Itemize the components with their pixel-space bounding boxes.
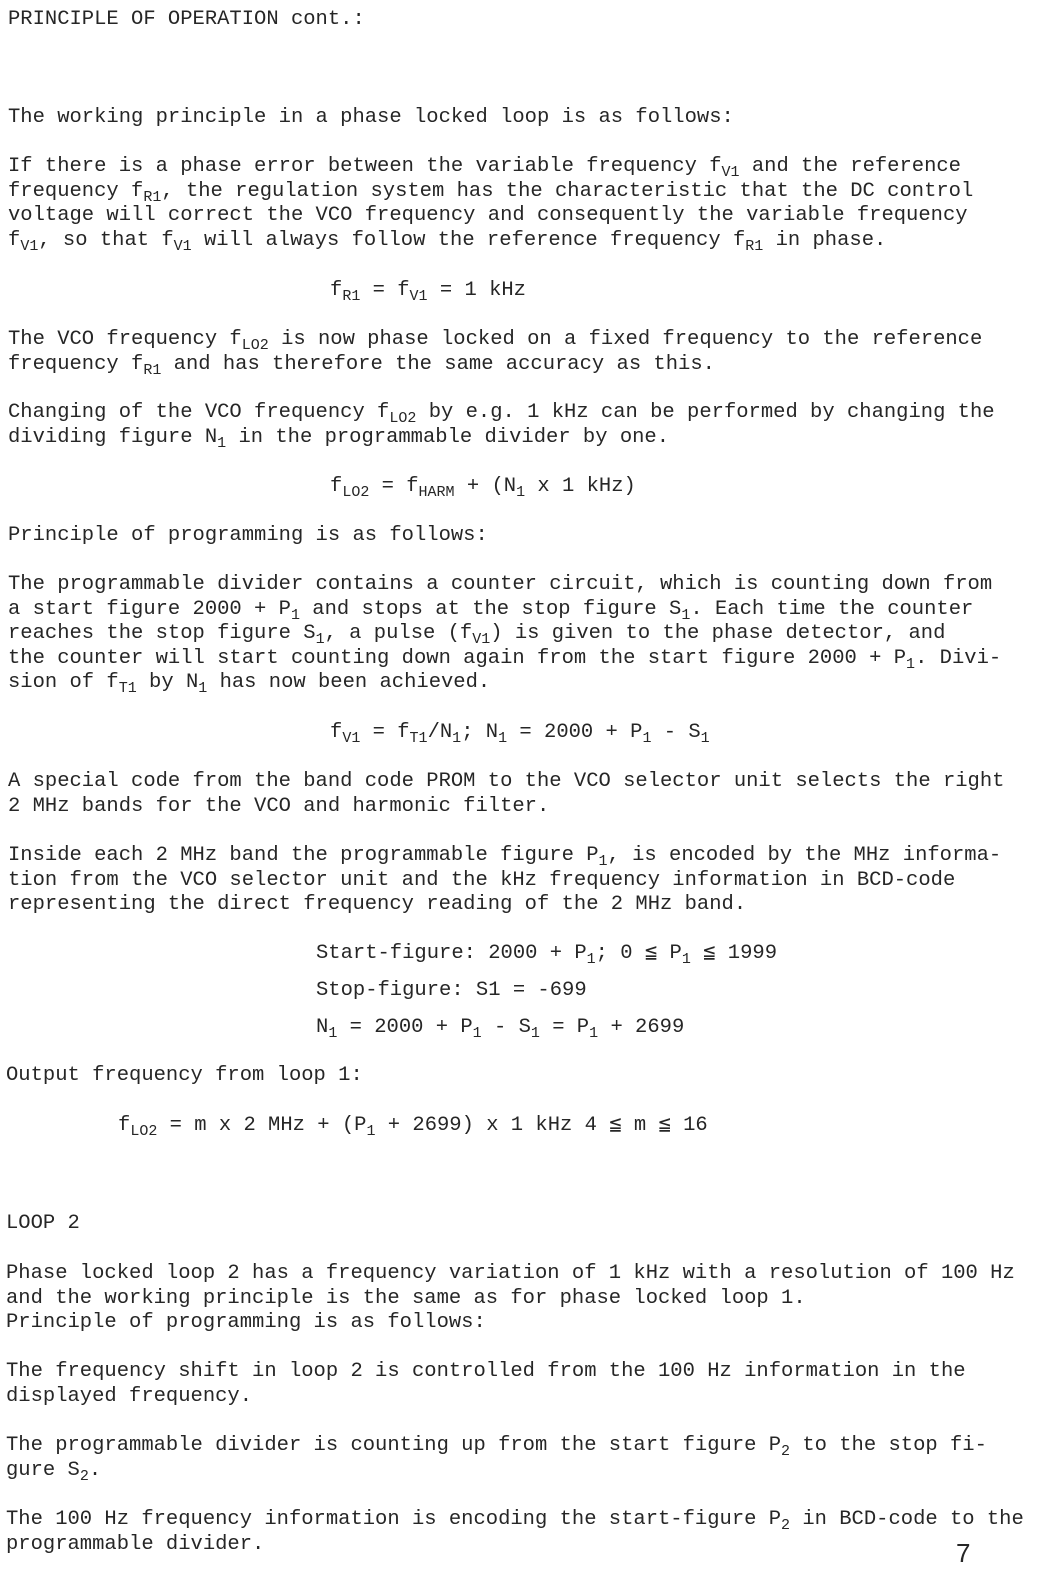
text-line: displayed frequency.: [6, 1384, 253, 1408]
text-line: sion of $f_{T1}$ by $N_1$ has now been achieved.: [8, 671, 491, 698]
text-line: Phase locked loop 2 has a frequency variation of 1 kHz with a resolution of 100 Hz: [6, 1262, 1015, 1285]
equation-fr1: $f_{R1} = f_{V1} = 1$ kHz: [330, 279, 526, 305]
paragraph-100hz-info: [6, 1508, 1025, 1557]
text-line: frequency $f_{R1}$, the regulation system has the characteristic that the DC control: [8, 179, 974, 206]
paragraph-counter: [8, 573, 1025, 696]
output-frequency-heading: Output frequency from loop 1:: [6, 1064, 363, 1087]
text-line: frequency $f_{R1}$ and has therefore the same accuracy as this.: [8, 352, 715, 379]
equation-stop-figure: Stop-figure: S1 = -699: [316, 979, 587, 1002]
text-line: The programmable divider contains a counter circuit, which is counting down from: [8, 573, 993, 596]
equation-fv1: $f_{V1} = f_{T1}/N_1$; $N_1 = 2000 + P_1 - S_1$: [330, 721, 710, 747]
text-line: and the working principle is the same as for phase locked loop 1.: [6, 1286, 806, 1310]
text-line: Inside each 2 MHz band the programmable figure $P_1$, is encoded by the MHz informa-: [8, 844, 1002, 870]
text-line: The programmable divider is counting up from the start figure $P_2$ to the stop fi-: [6, 1434, 987, 1460]
equation-flo2: $f_{LO2} = f_{HARM} + (N_1$ x 1 kHz): [330, 475, 636, 501]
text-line: a start figure $2000 + P_1$ and stops at the stop figure $S_1$. Each time the counter: [8, 597, 974, 624]
text-line: reaches the stop figure $S_1$, a pulse $(f_{V1})$ is given to the phase detector, and: [8, 622, 946, 649]
paragraph-counting-up: [6, 1434, 1025, 1483]
text-line: The 100 Hz frequency information is encoding the start-figure $P_2$ in BCD-code to the: [6, 1508, 1024, 1534]
text-line: The VCO frequency $f_{LO2}$ is now phase locked on a fixed frequency to the reference: [8, 328, 983, 354]
text-line: voltage will correct the VCO frequency and consequently the variable frequency: [8, 204, 968, 228]
page-number: 7: [956, 1538, 971, 1568]
text-line: Principle of programming is as follows:: [6, 1311, 486, 1335]
loop2-heading: LOOP 2: [6, 1212, 80, 1235]
paragraph-loop2: [6, 1262, 1025, 1336]
text-line: programmable divider.: [6, 1532, 265, 1556]
intro-line: The working principle in a phase locked loop is as follows:: [8, 106, 734, 129]
text-line: A special code from the band code PROM to the VCO selector unit selects the right: [8, 770, 1005, 793]
paragraph-changing-vco: [8, 401, 1025, 450]
paragraph-vco-locked: [8, 328, 1025, 377]
text-line: Changing of the VCO frequency $f_{LO2}$ by e.g. 1 kHz can be performed by changing the: [8, 401, 995, 427]
text-line: representing the direct frequency reading of the 2 MHz band.: [8, 893, 747, 917]
text-line: dividing figure $N_1$ in the programmable divider by one.: [8, 425, 670, 452]
paragraph-inside-band: [8, 844, 1025, 918]
equation-output-flo2: $f_{LO2} = m$ x 2 MHz + $(P_1 + 2699)$ x 1 kHz 4 ≦ m ≦ 16: [118, 1114, 708, 1140]
text-line: If there is a phase error between the variable frequency $f_{V1}$ and the reference: [8, 155, 961, 181]
text-line: the counter will start counting down again from the start figure $2000 + P_1$. Divi-: [8, 646, 1002, 673]
text-line: $f_{V1}$, so that $f_{V1}$ will always follow the reference frequency $f_{R1}$ in phase.: [8, 228, 887, 255]
equation-start-figure: Start-figure: $2000 + P_1$; 0 ≦ $P_1$ ≦ 1999: [316, 942, 777, 968]
text-line: The frequency shift in loop 2 is controlled from the 100 Hz information in the: [6, 1360, 966, 1383]
paragraph-frequency-shift: [6, 1360, 1025, 1409]
section-header: PRINCIPLE OF OPERATION cont.:: [8, 8, 365, 31]
programming-heading-1: Principle of programming is as follows:: [8, 524, 488, 547]
text-line: gure $S_2$.: [6, 1458, 102, 1485]
paragraph-phase-error: [8, 155, 1025, 253]
paragraph-band-code: [8, 770, 1025, 819]
text-line: tion from the VCO selector unit and the kHz frequency information in BCD-code: [8, 868, 956, 892]
equation-n1: $N_1 = 2000 + P_1 - S_1 = P_1 + 2699$: [316, 1016, 685, 1042]
text-line: 2 MHz bands for the VCO and harmonic filter.: [8, 794, 550, 818]
